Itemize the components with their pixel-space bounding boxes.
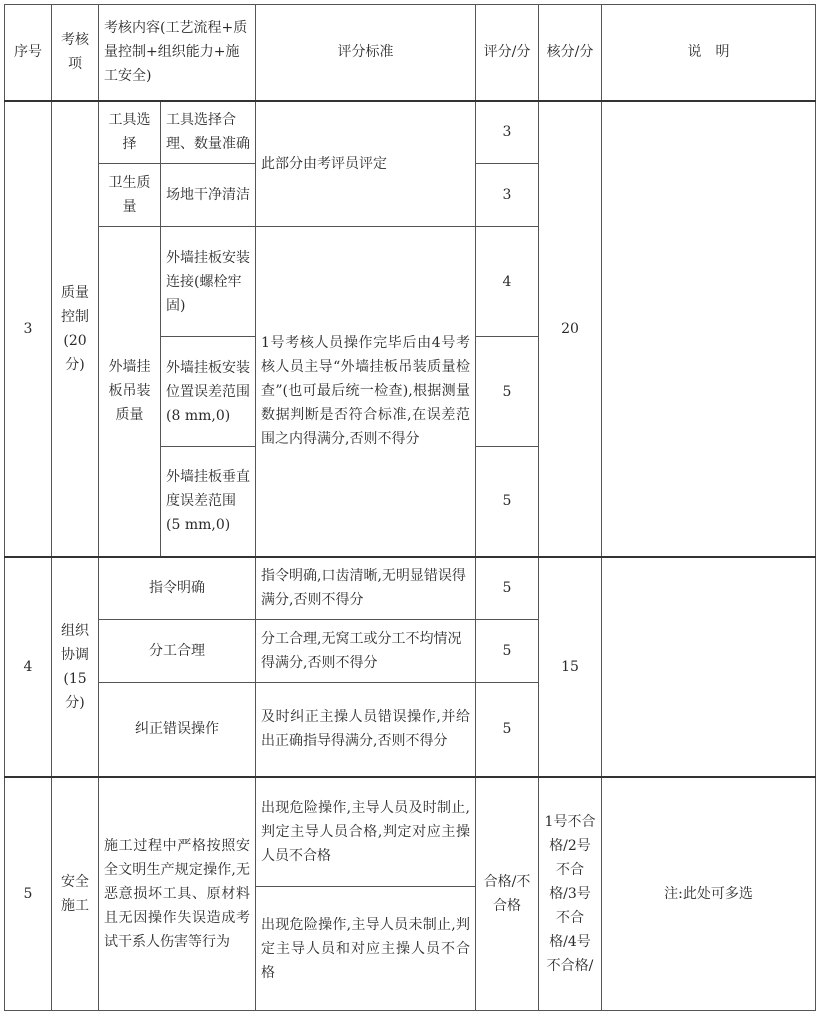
safety-seq: 5 — [5, 777, 52, 1011]
organize-score-command: 5 — [476, 557, 539, 620]
quality-item: 质量控制(20分) — [52, 101, 99, 557]
organize-item: 组织协调(15分) — [52, 557, 99, 777]
quality-detail-tools: 工具选择合理、数量准确 — [161, 101, 256, 164]
safety-criteria-b: 出现危险操作,主导人员未制止,判定主导人员和对应主操人员不合格 — [256, 887, 476, 1011]
quality-score-connection: 4 — [476, 227, 539, 337]
quality-total: 20 — [539, 101, 602, 557]
quality-score-vertical: 5 — [476, 447, 539, 557]
quality-detail-vertical: 外墙挂板垂直度误差范围(5 mm,0) — [161, 447, 256, 557]
safety-detail: 施工过程中严格按照安全文明生产规定操作,无恶意损坏工具、原材料且无因操作失误造成考试干系人伤害等行为 — [99, 777, 256, 1011]
quality-group-label: 外墙挂板吊装质量 — [99, 227, 161, 557]
organize-detail-division: 分工合理 — [99, 620, 256, 683]
safety-note: 注:此处可多选 — [602, 777, 816, 1011]
quality-sub-tools: 工具选择 — [99, 101, 161, 164]
quality-criteria-a: 此部分由考评员评定 — [256, 101, 476, 227]
header-criteria: 评分标准 — [256, 5, 476, 101]
organize-row-command — [5, 557, 816, 620]
quality-sub-hygiene: 卫生质量 — [99, 164, 161, 227]
quality-criteria-b: 1号考核人员操作完毕后由4号考核人员主导“外墙挂板吊装质量检查”(也可最后统一检查),根据测量数据判断是否符合标准,在误差范围之内得满分,否则不得分 — [256, 227, 476, 557]
header-content: 考核内容(工艺流程+质量控制+组织能力+施工安全) — [99, 5, 256, 101]
header-item: 考核项 — [52, 5, 99, 101]
quality-seq: 3 — [5, 101, 52, 557]
header-row — [5, 5, 816, 101]
safety-row-a — [5, 777, 816, 887]
quality-score-tools: 3 — [476, 101, 539, 164]
safety-score: 合格/不合格 — [476, 777, 539, 1011]
header-check: 核分/分 — [539, 5, 602, 101]
quality-detail-hygiene: 场地干净清洁 — [161, 164, 256, 227]
organize-detail-correction: 纠正错误操作 — [99, 683, 256, 777]
organize-detail-command: 指令明确 — [99, 557, 256, 620]
organize-note — [602, 557, 816, 777]
header-score: 评分/分 — [476, 5, 539, 101]
quality-note — [602, 101, 816, 557]
quality-score-position: 5 — [476, 337, 539, 447]
organize-criteria-correction: 及时纠正主操人员错误操作,并给出正确指导得满分,否则不得分 — [256, 683, 476, 777]
organize-criteria-division: 分工合理,无窝工或分工不均情况得满分,否则不得分 — [256, 620, 476, 683]
quality-detail-position: 外墙挂板安装位置误差范围(8 mm,0) — [161, 337, 256, 447]
organize-score-division: 5 — [476, 620, 539, 683]
header-seq: 序号 — [5, 5, 52, 101]
organize-criteria-command: 指令明确,口齿清晰,无明显错误得满分,否则不得分 — [256, 557, 476, 620]
organize-seq: 4 — [5, 557, 52, 777]
quality-detail-connection: 外墙挂板安装连接(螺栓牢固) — [161, 227, 256, 337]
safety-check: 1号不合格/2号不合格/3号不合格/4号不合格/ — [539, 777, 602, 1011]
quality-score-hygiene: 3 — [476, 164, 539, 227]
quality-row-tools — [5, 101, 816, 164]
organize-total: 15 — [539, 557, 602, 777]
organize-score-correction: 5 — [476, 683, 539, 777]
scoring-table — [4, 4, 816, 1011]
header-note: 说 明 — [602, 5, 816, 101]
safety-item: 安全施工 — [52, 777, 99, 1011]
safety-criteria-a: 出现危险操作,主导人员及时制止,判定主导人员合格,判定对应主操人员不合格 — [256, 777, 476, 887]
